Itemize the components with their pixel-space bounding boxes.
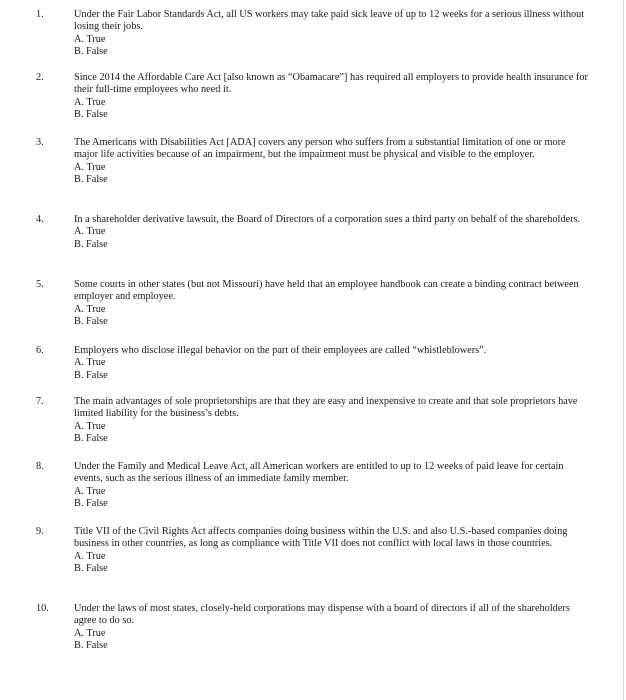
question-number: 2. <box>36 72 44 83</box>
option-a: A. True <box>74 96 106 108</box>
question-number: 10. <box>36 603 49 614</box>
option-b: B. False <box>74 562 108 574</box>
question-number: 1. <box>36 9 44 20</box>
question-text: Title VII of the Civil Rights Act affects companies doing business within the U.S. and also U.S.-based companies doing business in other countries, as long as compliance with Title VII does not conflict with local laws in those countries. <box>74 526 568 550</box>
question-number: 4. <box>36 214 44 225</box>
question-text: In a shareholder derivative lawsuit, the Board of Directors of a corporation sues a third party on behalf of the shareholders. <box>74 214 581 225</box>
question-body <box>74 137 589 186</box>
option-a: A. True <box>74 226 106 238</box>
option-a: A. True <box>74 627 106 639</box>
question-text: Under the Family and Medical Leave Act, all American workers are entitled to up to 12 weeks of paid leave for certain events, such as the serious illness of an immediate family member. <box>74 461 564 485</box>
question-text: Under the Fair Labor Standards Act, all US workers may take paid sick leave of up to 12 weeks for a serious illness without losing their jobs. <box>74 9 585 33</box>
question-number: 7. <box>36 396 44 407</box>
question-body <box>74 214 589 251</box>
option-b: B. False <box>74 45 108 57</box>
question-number: 8. <box>36 461 44 472</box>
question-text: Some courts in other states (but not Missouri) have held that an employee handbook can create a binding contract between employer and employee. <box>74 279 579 303</box>
question-text: Employers who disclose illegal behavior on the part of their employees are called “whistleblowers”. <box>74 345 487 356</box>
option-b: B. False <box>74 173 108 185</box>
option-a: A. True <box>74 161 106 173</box>
option-b: B. False <box>74 432 108 444</box>
option-a: A. True <box>74 357 106 369</box>
option-a: A. True <box>74 485 106 497</box>
option-b: B. False <box>74 108 108 120</box>
question-text: The Americans with Disabilities Act [ADA] covers any person who suffers from a substantial limitation of one or more major life activities because of an impairment, but the impairment must be physical and visible to the employer. <box>74 137 566 161</box>
question-text: The main advantages of sole proprietorships are that they are easy and inexpensive to create and that sole proprietors have limited liability for the business’s debts. <box>74 396 578 420</box>
question-body <box>74 603 589 652</box>
option-a: A. True <box>74 33 106 45</box>
option-a: A. True <box>74 303 106 315</box>
question-body <box>74 279 589 328</box>
option-b: B. False <box>74 369 108 381</box>
question-body <box>74 9 589 58</box>
question-number: 5. <box>36 279 44 290</box>
question-body <box>74 461 589 510</box>
option-b: B. False <box>74 639 108 651</box>
question-body <box>74 396 589 445</box>
question-text: Since 2014 the Affordable Care Act [also known as “Obamacare”] has required all employers to provide health insurance for their full-time employees who need it. <box>74 72 588 96</box>
option-b: B. False <box>74 238 108 250</box>
page-edge-rule <box>623 0 624 700</box>
question-text: Under the laws of most states, closely-held corporations may dispense with a board of directors if all of the shareholders agree to do so. <box>74 603 570 627</box>
question-body <box>74 72 589 121</box>
question-body <box>74 526 589 575</box>
option-a: A. True <box>74 550 106 562</box>
question-number: 6. <box>36 345 44 356</box>
option-b: B. False <box>74 315 108 327</box>
option-a: A. True <box>74 420 106 432</box>
question-number: 9. <box>36 526 44 537</box>
question-number: 3. <box>36 137 44 148</box>
question-body <box>74 345 589 382</box>
option-b: B. False <box>74 497 108 509</box>
